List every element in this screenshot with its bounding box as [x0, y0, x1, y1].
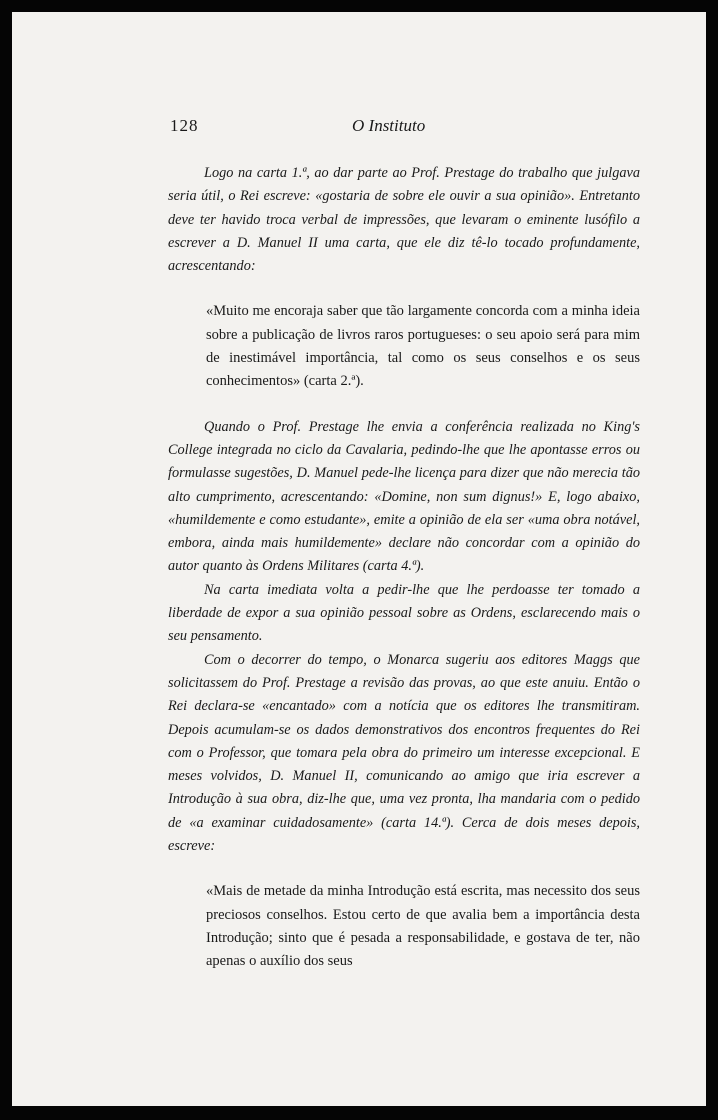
paragraph-4: Com o decorrer do tempo, o Monarca sugeriu aos editores Maggs que solicitassem do Prof. Prestage a revisão das provas, ao que este anuiu. Então o Rei declara-se «encantado» com a notícia que os editores lhe transmitiram. Depois acumulam-se os dados demonstrativos dos encontros frequentes do Rei com o Professor, que tomara pela obra do primeiro um interesse excepcional. E meses volvidos, D. Manuel II, comunicando ao amigo que iria escrever a Introdução à sua obra, diz-lhe que, uma vez pronta, lha mandaria com o pedido de «a examinar cuidadosamente» (carta 14.ª). Cerca de dois meses depois, escreve: — [168, 651, 640, 855]
book-page — [12, 12, 706, 1106]
page-header — [12, 116, 706, 140]
paragraph-2: Quando o Prof. Prestage lhe envia a conferência realizada no King's College integrada no ciclo da Cavalaria, pedindo-lhe que lhe apontasse erros ou formulasse sugestões, D. Manuel pede-lhe licença para dizer que não merecia tão alto cumprimento, acrescentando: «Domine, non sum dignus!» E, logo abaixo, «humildemente e como estudante», emite a opinião de ela ser «uma obra notável, embora, ainda mais humildemente» declare não concordar com a opinião do autor quanto às Ordens Militares (carta 4.ª). — [168, 418, 640, 575]
running-head: O Instituto — [352, 116, 426, 135]
quote-1: «Muito me encoraja saber que tão largamente concorda com a minha ideia sobre a publicação de livros raros portugueses: o seu apoio será para mim de inestimável importância, tal como os seus conselhos e os seus conhecimentos» (carta 2.ª). — [206, 303, 640, 390]
quote-2: «Mais de metade da minha Introdução está escrita, mas necessito dos seus preciosos conselhos. Estou certo de que avalia bem a importância desta Introdução; sinto que é pesada a responsabilidade, e gostava de ter, não apenas o auxílio dos seus — [206, 883, 640, 970]
page-number: 128 — [170, 116, 199, 135]
body-text — [168, 162, 640, 996]
paragraph-3: Na carta imediata volta a pedir-lhe que lhe perdoasse ter tomado a liberdade de expor a sua opinião pessoal sobre as Ordens, esclarecendo mais o seu pensamento. — [168, 581, 640, 645]
paragraph-1: Logo na carta 1.ª, ao dar parte ao Prof. Prestage do trabalho que julgava seria útil, o Rei escreve: «gostaria de sobre ele ouvir a sua opinião». Entretanto deve ter havido troca verbal de impressões, que levaram o eminente lusófilo a escrever a D. Manuel II uma carta, que ele diz tê-lo tocado profundamente, acrescentando: — [168, 165, 640, 275]
